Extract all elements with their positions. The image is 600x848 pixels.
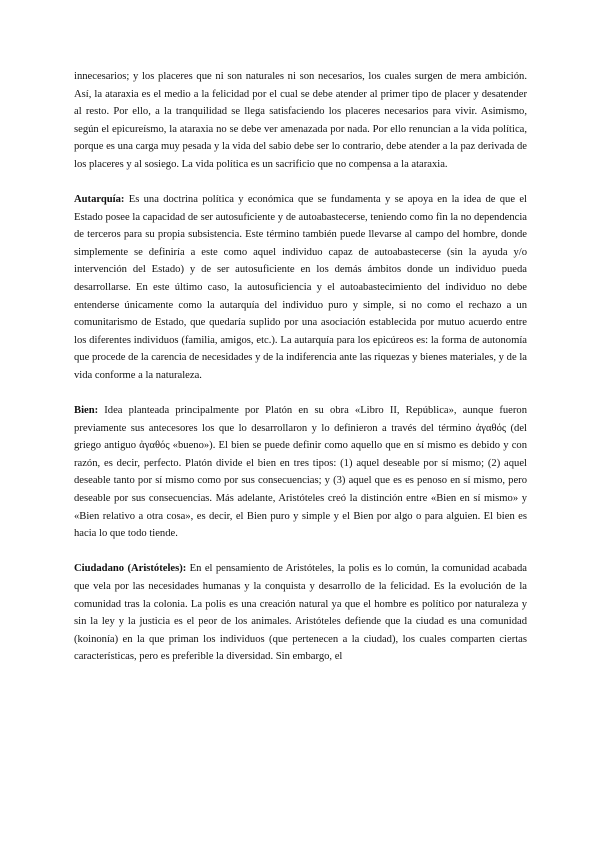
paragraph-text: Idea planteada principalmente por Platón en su obra «Libro II, República», aunque fueron previamente sus antecesores los que lo desarrollaron y lo definieron a través del término ἀγαθός (del griego antiguo ἀγαθός «bueno»). El bien se puede definir como aquello que en sí mismo es debido y con razón, es decir, perfecto. Platón divide el bien en tres tipos: (1) aquel deseable por sí mismo; (2) aquel deseable tanto por sí mismo como por sus consecuencias; y (3) aquel que es es penoso en sí mismo, pero deseable por sus consecuencias. Más adelante, Aristóteles creó la distinción entre «Bien en sí mismo» y «Bien relativo a otra cosa», es decir, el Bien puro y simple y el Bien por algo o para alguien. El bien es hacia lo que todo tiende.	[74, 405, 527, 540]
paragraph-ataraxia-continuation	[74, 68, 527, 174]
term-bien: Bien:	[74, 405, 99, 417]
paragraph-text: innecesarios; y los placeres que ni son naturales ni son necesarios, los cuales surgen de mera ambición. Así, la ataraxia es el medio a la felicidad por el cual se debe atender al primer tipo de placer y desatender al resto. Por ello, a la tranquilidad se llega satisfaciendo los placeres necesarios para vivir. Asimismo, según el epicureísmo, la ataraxia no se debe ver amenazada por nada. Por ello renuncian a la vida política, porque es una carga muy pesada y la vida del sabio debe ser lo contrario, debe atender a la paz derivada de los placeres y al sosiego. La vida política es un sacrificio que no compensa a la ataraxia.	[74, 71, 527, 170]
paragraph-text: Es una doctrina política y económica que se fundamenta y se apoya en la idea de que el Estado posee la capacidad de ser autosuficiente y de autoabastecerse, teniendo como fin la no dependencia de terceros para su propia subsistencia. Este término también puede llevarse al campo del hombre, donde simplemente se definiría a este como aquel individuo capaz de autoabastecerse (sin la ayuda y/o intervención del Estado) y de ser autosuficiente en los demás ámbitos donde un individuo pueda desarrollarse. En este último caso, la autosuficiencia y el autoabastecimiento del individuo no debe entenderse únicamente como la autarquía del individuo puro y simple, si no como el rechazo a un comunitarismo de Estado, que quedaría suplido por una asociación establecida por mutuo acuerdo entre los diferentes individuos (familia, amigos, etc.). La autarquía para los epicúreos es: la forma de autonomía que procede de la carencia de necesidades y de la indiferencia ante las riquezas y bienes materiales, y de la vida conforme a la naturaleza.	[74, 194, 527, 381]
term-ciudadano: Ciudadano (Aristóteles):	[74, 563, 187, 575]
paragraph-autarquia	[74, 191, 527, 385]
paragraph-bien	[74, 402, 527, 543]
document-page	[74, 68, 527, 683]
term-autarquia: Autarquía:	[74, 194, 125, 206]
paragraph-ciudadano	[74, 560, 527, 666]
paragraph-text: En el pensamiento de Aristóteles, la polis es lo común, la comunidad acabada que vela por las necesidades humanas y la conquista y desarrollo de la felicidad. Es la evolución de la comunidad tras la colonia. La polis es una creación natural ya que el hombre es político por naturaleza y sin la ley y la justicia es el peor de los animales. Aristóteles defiende que la ciudad es una comunidad (koinonía) en la que priman los individuos (que pertenecen a la ciudad), los cuales comparten ciertas características, pero es preferible la diversidad. Sin embargo, el	[74, 563, 527, 663]
